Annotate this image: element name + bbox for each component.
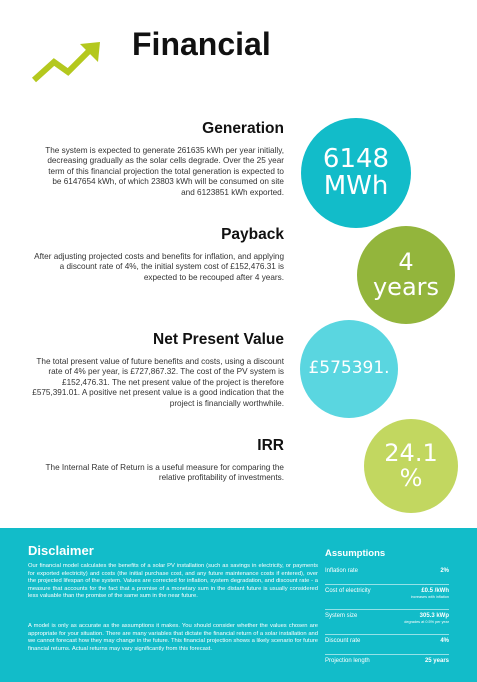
disclaimer-footer	[0, 528, 477, 682]
npv-section	[24, 331, 284, 409]
assumption-value: 4%	[440, 638, 449, 644]
npv-value-circle	[300, 320, 398, 418]
generation-heading: Generation	[202, 120, 284, 137]
assumption-value: 305.3 kWp	[419, 613, 449, 619]
assumption-label: Projection length	[325, 658, 370, 664]
payback-section	[34, 226, 284, 283]
assumption-value: £0.5 /kWh	[421, 588, 449, 594]
assumption-row	[325, 609, 449, 624]
assumptions-panel	[325, 548, 449, 674]
assumption-note: degrades at 0.5% per year	[404, 620, 449, 624]
payback-value: 4 years	[372, 247, 440, 301]
generation-value-circle	[301, 118, 411, 228]
assumption-value: 2%	[440, 568, 449, 574]
assumption-label: Discount rate	[325, 638, 361, 644]
irr-value-circle	[364, 419, 458, 513]
assumption-row	[325, 568, 449, 574]
assumption-value: 25 years	[424, 658, 449, 664]
trend-arrow-icon	[30, 40, 102, 86]
irr-section	[24, 437, 284, 484]
assumption-label: Inflation rate	[325, 568, 359, 574]
assumption-label: System size	[325, 613, 358, 619]
npv-heading: Net Present Value	[153, 331, 284, 348]
payback-heading: Payback	[221, 226, 284, 243]
npv-value: £575391.	[308, 358, 390, 379]
assumptions-title: Assumptions	[325, 548, 386, 559]
generation-value: 6148 MWh	[322, 143, 390, 201]
assumption-row	[325, 584, 449, 599]
irr-text: The Internal Rate of Return is a useful measure for comparing the relative profitability of investments.	[45, 463, 284, 483]
disclaimer-title: Disclaimer	[28, 543, 94, 558]
disclaimer-paragraph-2: A model is only as accurate as the assumptions it makes. You should consider whether the values chosen are appropriate for your situation. There are many variables that dictate the financial return of a solar installation and we cannot forecast how they may change in the future. This financial projection shows a likely scenario for future financial returns. Actual returns may vary significantly from this forecast.	[28, 623, 318, 652]
assumption-row	[325, 654, 449, 664]
disclaimer-paragraph-1: Our financial model calculates the benefits of a solar PV installation (such as savings in electricity, or payments for exported electricity) and costs (the initial purchase cost, and any future maintenance costs if entered), over the projected lifespan of the system. Values are corrected for inflation, system degradation, and discount rate - a measure that accounts for the fact that a promise of a monetary sum in the distant future is usually considered less valuable than the promise of the same sum in the near future.	[28, 563, 318, 600]
generation-section	[44, 120, 284, 198]
assumption-row	[325, 634, 449, 644]
payback-text: After adjusting projected costs and benefits for inflation, and applying a discount rate of 4%, the initial system cost of £152,476.31 is expected to be recouped after 4 years.	[34, 252, 284, 282]
irr-value: 24.1 %	[384, 438, 438, 492]
assumption-label: Cost of electricity	[325, 588, 371, 594]
generation-text: The system is expected to generate 261635 kWh per year initially, decreasing gradually as the solar cells degrade. Over the 25 year term of this financial projection the total generation is expected to be 6147654 kWh, of which 23803 kWh will be consumed on site and 6123851 kWh exported.	[45, 146, 284, 197]
payback-value-circle	[357, 226, 455, 324]
npv-text: The total present value of future benefits and costs, using a discount rate of 4% per year, is £727,867.32. The cost of the PV system is £152,476.31. The net present value of the project is therefore £575,391.01. A positive net present value is a good indication that the project is financially worthwhile.	[32, 357, 284, 408]
page-title: Financial	[132, 26, 271, 62]
irr-heading: IRR	[257, 437, 284, 454]
assumption-note: increases with inflation	[410, 595, 449, 599]
